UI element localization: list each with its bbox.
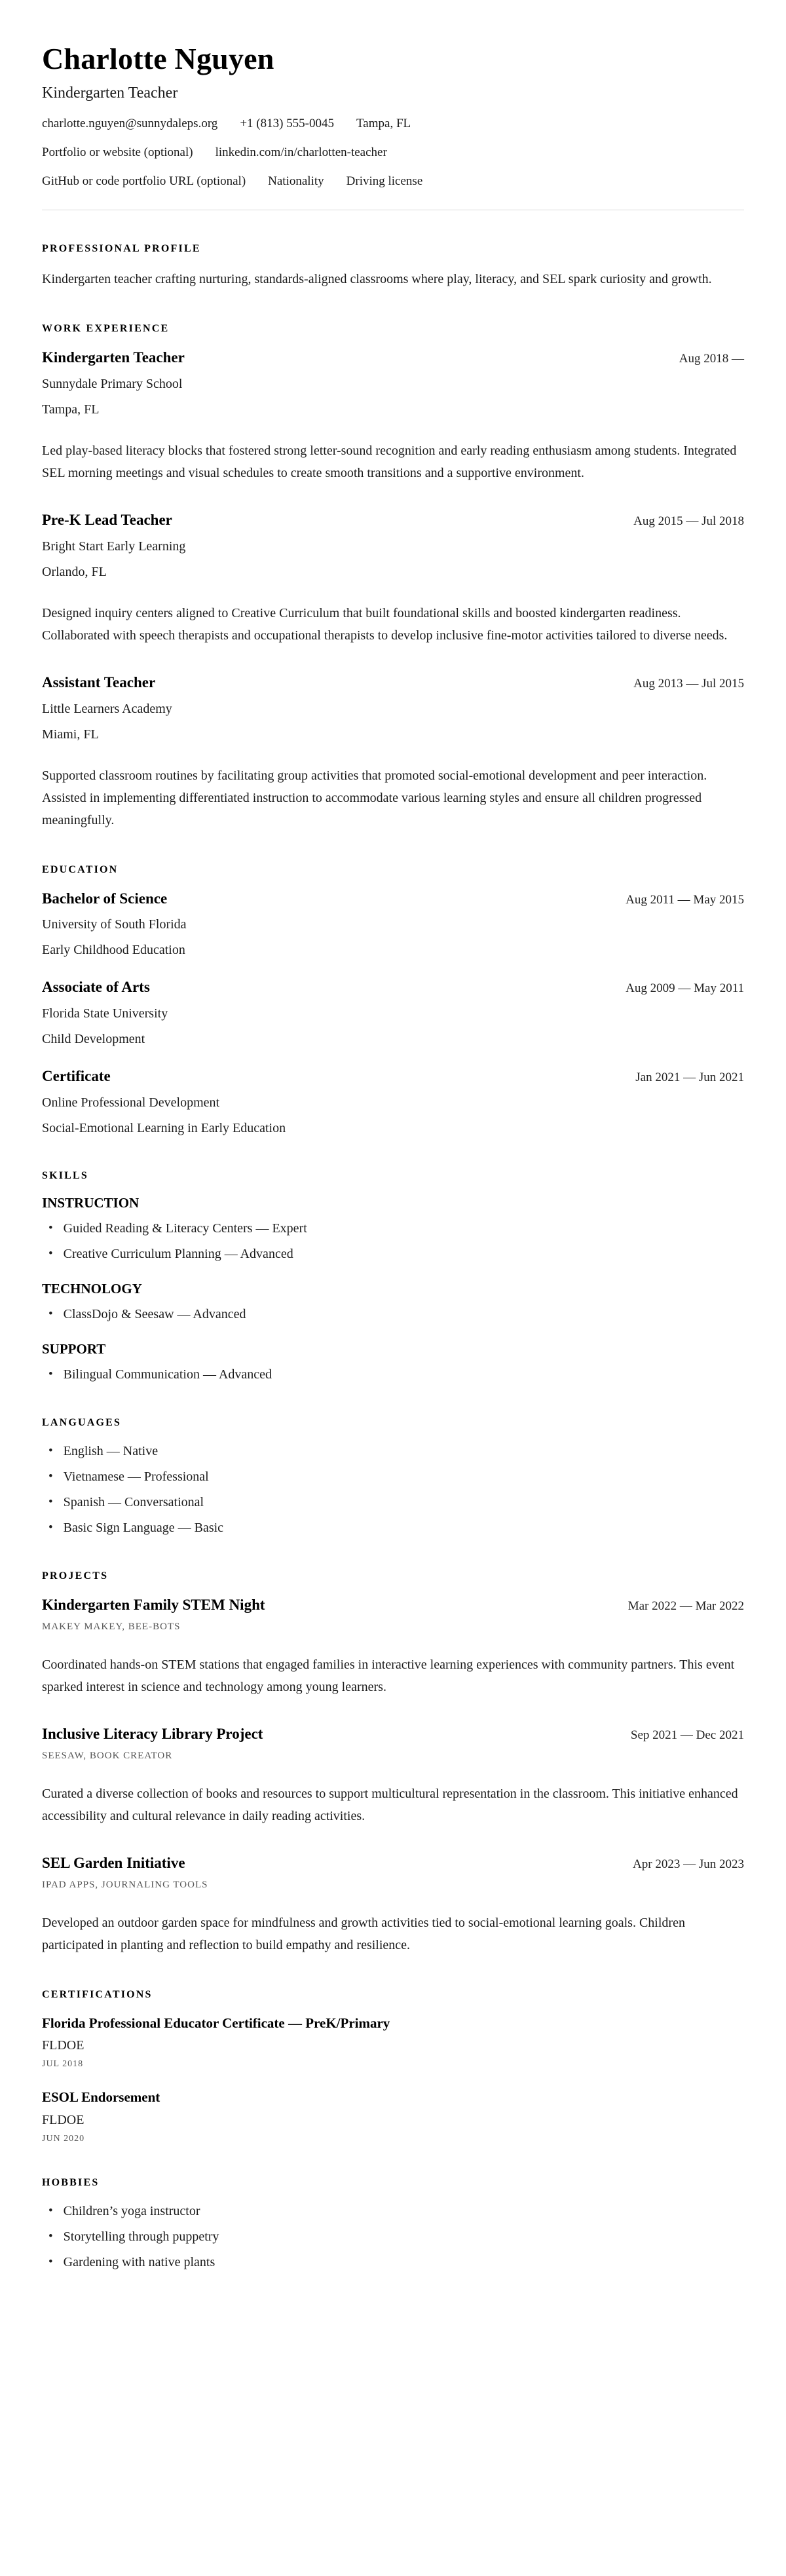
work-entry (42, 348, 744, 484)
school-name: Online Professional Development (42, 1095, 220, 1110)
skill-list (42, 1365, 744, 1384)
job-description: Designed inquiry centers aligned to Creative Curriculum that built foundational skills and boosted kindergarten readiness. Collaborated with speech therapists and occupational therapists to develop inclusive fine-motor activities tailored to diverse needs. (42, 605, 728, 643)
degree-title: Bachelor of Science (42, 890, 168, 907)
section-work-experience (42, 323, 744, 831)
language-item-text: English — Native (63, 1444, 159, 1459)
job-dates: Aug 2013 — Jul 2015 (633, 676, 744, 691)
skill-list (42, 1219, 744, 1264)
job-company: Bright Start Early Learning (42, 539, 186, 554)
language-item (42, 1442, 744, 1461)
work-entry-head (42, 348, 744, 368)
professional-profile-text: Kindergarten teacher crafting nurturing, standards-aligned classrooms where play, literacy, and SEL spark curiosity and growth. (42, 271, 712, 286)
bullet-icon: • (48, 1444, 53, 1458)
project-entry-head (42, 1595, 744, 1615)
job-description: Led play-based literacy blocks that fostered strong letter-sound recognition and early reading enthusiasm among students. Integrated SEL morning meetings and visual schedules to create smooth transitions and a supportive environment. (42, 443, 737, 480)
degree-dates: Aug 2011 — May 2015 (626, 892, 744, 907)
degree-dates: Jan 2021 — Jun 2021 (635, 1070, 744, 1085)
skill-item-text: Guided Reading & Literacy Centers — Expert (63, 1221, 307, 1236)
degree-dates: Aug 2009 — May 2011 (626, 981, 744, 996)
language-item-text: Basic Sign Language — Basic (63, 1521, 224, 1536)
language-item-text: Vietnamese — Professional (63, 1469, 209, 1485)
education-heading: EDUCATION (42, 863, 119, 875)
job-location: Tampa, FL (42, 402, 100, 417)
hobby-item (42, 2227, 744, 2246)
work-entry (42, 673, 744, 831)
work-experience-heading: WORK EXPERIENCE (42, 322, 170, 334)
job-title: Pre-K Lead Teacher (42, 511, 172, 528)
nationality-placeholder[interactable]: Nationality (268, 174, 324, 188)
bullet-icon: • (48, 1221, 53, 1236)
bullet-icon: • (48, 1307, 53, 1321)
language-item (42, 1468, 744, 1487)
degree-title: Certificate (42, 1068, 111, 1085)
hobby-item-text: Children’s yoga instructor (63, 2203, 200, 2218)
section-skills (42, 1170, 744, 1384)
education-entry-head (42, 889, 744, 909)
hobby-list (42, 2202, 744, 2272)
project-tools: SEESAW, BOOK CREATOR (42, 1751, 173, 1762)
job-title: Assistant Teacher (42, 673, 156, 691)
skill-group-name: SUPPORT (42, 1341, 106, 1357)
section-languages (42, 1417, 744, 1538)
email-text: charlotte.nguyen@sunnydaleps.org (42, 116, 218, 130)
section-projects (42, 1570, 744, 1956)
github-url-placeholder[interactable]: GitHub or code portfolio URL (optional) (42, 174, 246, 188)
certification-date: JUL 2018 (42, 2059, 84, 2070)
job-title: Kindergarten Teacher (42, 349, 185, 366)
certification-title: Florida Professional Educator Certificate — PreK/Primary (42, 2015, 390, 2031)
linkedin-text: linkedin.com/in/charlotten-teacher (215, 145, 387, 159)
contact-row-3 (42, 174, 744, 189)
professional-profile-heading: PROFESSIONAL PROFILE (42, 242, 201, 254)
skill-item (42, 1245, 744, 1264)
bullet-icon: • (48, 2254, 53, 2269)
language-item (42, 1493, 744, 1512)
certification-issuer: FLDOE (42, 2112, 84, 2127)
certification-issuer: FLDOE (42, 2038, 84, 2053)
hobbies-heading: HOBBIES (42, 2176, 100, 2188)
project-entry (42, 1595, 744, 1698)
skill-item (42, 1305, 744, 1324)
person-name: Charlotte Nguyen (42, 42, 274, 75)
certification-entry (42, 2014, 744, 2070)
bullet-icon: • (48, 2229, 53, 2243)
contact-row-1 (42, 117, 744, 131)
work-entry-head (42, 510, 744, 530)
degree-title: Associate of Arts (42, 979, 150, 996)
certification-date: JUN 2020 (42, 2133, 85, 2144)
field-of-study: Child Development (42, 1032, 145, 1047)
project-entry (42, 1724, 744, 1827)
skill-group-name: TECHNOLOGY (42, 1281, 142, 1297)
hobby-item (42, 2253, 744, 2272)
project-dates: Apr 2023 — Jun 2023 (633, 1857, 744, 1872)
skill-group-support (42, 1341, 744, 1384)
language-item-text: Spanish — Conversational (63, 1495, 204, 1510)
job-company: Sunnydale Primary School (42, 376, 183, 391)
education-entry (42, 1067, 744, 1137)
bullet-icon: • (48, 1247, 53, 1261)
section-hobbies (42, 2177, 744, 2272)
portfolio-website-placeholder[interactable]: Portfolio or website (optional) (42, 145, 193, 159)
language-item (42, 1519, 744, 1538)
education-entry-head (42, 1067, 744, 1086)
project-title: Kindergarten Family STEM Night (42, 1597, 265, 1614)
contact-row-2 (42, 145, 744, 160)
project-dates: Mar 2022 — Mar 2022 (627, 1599, 744, 1614)
field-of-study: Early Childhood Education (42, 943, 185, 958)
project-entry-head (42, 1724, 744, 1744)
project-dates: Sep 2021 — Dec 2021 (630, 1728, 744, 1743)
skill-group-instruction (42, 1195, 744, 1264)
hobby-item-text: Gardening with native plants (63, 2254, 215, 2269)
project-description: Curated a diverse collection of books and resources to support multicultural representation in the classroom. This initiative enhanced accessibility and cultural relevance in daily reading activities. (42, 1787, 738, 1824)
job-dates: Aug 2018 — (679, 351, 744, 366)
education-entry (42, 977, 744, 1048)
school-name: Florida State University (42, 1006, 168, 1021)
skill-item (42, 1219, 744, 1238)
hobby-item (42, 2202, 744, 2221)
skill-group-name: INSTRUCTION (42, 1195, 140, 1211)
project-description: Developed an outdoor garden space for mindfulness and growth activities tied to social-emotional learning goals. Children participated in planting and reflection to build empathy and resilience. (42, 1915, 685, 1952)
school-name: University of South Florida (42, 917, 187, 932)
project-description: Coordinated hands-on STEM stations that engaged families in interactive learning experiences with community partners. This event sparked interest in science and technology among young learners. (42, 1657, 735, 1695)
section-professional-profile (42, 243, 744, 290)
project-entry (42, 1853, 744, 1956)
bullet-icon: • (48, 2203, 53, 2218)
skills-heading: SKILLS (42, 1170, 89, 1182)
certification-entry (42, 2088, 744, 2144)
bullet-icon: • (48, 1521, 53, 1535)
section-certifications (42, 1989, 744, 2144)
person-job-title: Kindergarten Teacher (42, 84, 178, 102)
language-list (42, 1442, 744, 1538)
job-description: Supported classroom routines by facilitating group activities that promoted social-emotional development and peer interaction. Assisted in implementing differentiated instruction to accommodate various learning styles and ensure all children progressed meaningfully. (42, 768, 707, 827)
bullet-icon: • (48, 1495, 53, 1509)
resume-header (42, 42, 744, 189)
project-tools: IPAD APPS, JOURNALING TOOLS (42, 1879, 208, 1890)
certification-title: ESOL Endorsement (42, 2089, 160, 2106)
skill-item (42, 1365, 744, 1384)
skill-item-text: Bilingual Communication — Advanced (63, 1367, 272, 1382)
project-title: Inclusive Literacy Library Project (42, 1726, 263, 1743)
projects-heading: PROJECTS (42, 1570, 109, 1582)
job-location: Orlando, FL (42, 564, 107, 579)
skill-item-text: Creative Curriculum Planning — Advanced (63, 1247, 293, 1262)
location-text: Tampa, FL (356, 116, 411, 130)
job-dates: Aug 2015 — Jul 2018 (633, 514, 744, 528)
phone-text: +1 (813) 555-0045 (240, 116, 335, 130)
project-tools: MAKEY MAKEY, BEE-BOTS (42, 1621, 181, 1633)
job-location: Miami, FL (42, 727, 99, 742)
education-entry (42, 889, 744, 960)
driving-license-placeholder[interactable]: Driving license (346, 174, 423, 188)
education-entry-head (42, 977, 744, 997)
bullet-icon: • (48, 1469, 53, 1484)
languages-heading: LANGUAGES (42, 1417, 122, 1429)
field-of-study: Social-Emotional Learning in Early Education (42, 1121, 286, 1136)
work-entry (42, 510, 744, 647)
certifications-heading: CERTIFICATIONS (42, 1988, 153, 2000)
project-title: SEL Garden Initiative (42, 1855, 185, 1872)
skill-group-technology (42, 1281, 744, 1324)
work-entry-head (42, 673, 744, 692)
skill-item-text: ClassDojo & Seesaw — Advanced (63, 1307, 246, 1322)
bullet-icon: • (48, 1367, 53, 1382)
project-entry-head (42, 1853, 744, 1873)
hobby-item-text: Storytelling through puppetry (63, 2229, 219, 2244)
skill-list (42, 1305, 744, 1324)
section-education (42, 864, 744, 1138)
job-company: Little Learners Academy (42, 701, 172, 716)
